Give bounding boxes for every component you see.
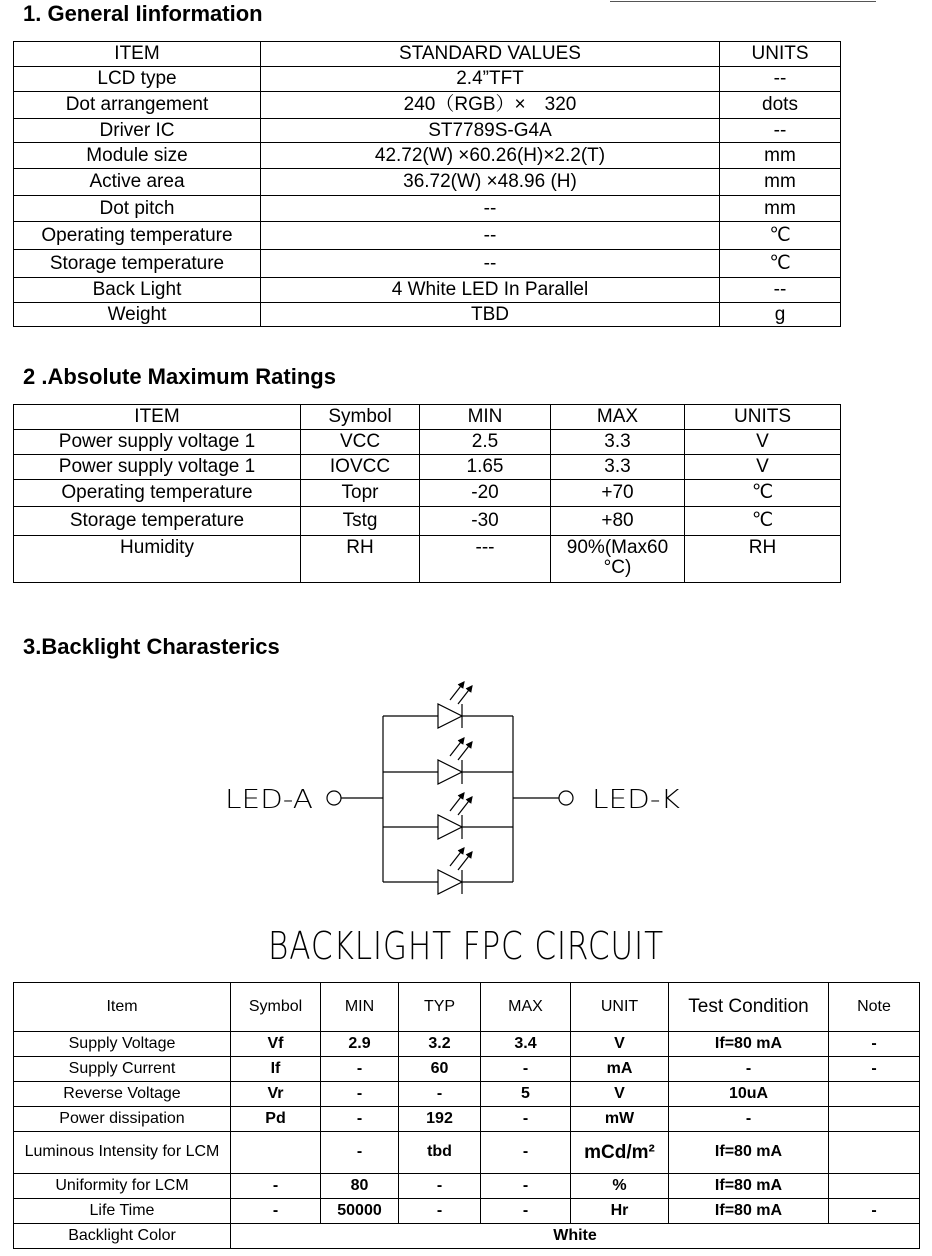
diagram-caption: BACKLIGHT FPC CIRCUIT [268, 924, 664, 968]
cell-min: - [321, 1082, 399, 1107]
header-max: MAX [551, 405, 685, 430]
cell-unit: Hr [571, 1199, 669, 1224]
table-row [14, 1174, 920, 1199]
cell-value: 42.72(W) ×60.26(H)×2.2(T) [261, 143, 720, 169]
cell-max: - [481, 1174, 571, 1199]
header-max: MAX [481, 983, 571, 1032]
cell-typ: tbd [399, 1132, 481, 1174]
cell-unit: -- [720, 119, 841, 143]
cell-min: - [321, 1057, 399, 1082]
cell-item: Operating temperature [14, 480, 301, 507]
cell-unit: V [571, 1032, 669, 1057]
cell-test-condition: If=80 mA [669, 1174, 829, 1199]
cell-max: 3.3 [551, 455, 685, 480]
section-1-title: 1. General Iinformation [23, 1, 263, 26]
cell-note [829, 1107, 920, 1132]
cell-item: Storage temperature [14, 507, 301, 536]
cell-max: 3.4 [481, 1032, 571, 1057]
cell-value: 36.72(W) ×48.96 (H) [261, 169, 720, 196]
cell-max: 90%(Max60 °C) [551, 536, 685, 583]
cell-min: - [321, 1107, 399, 1132]
cell-item: Backlight Color [14, 1224, 231, 1249]
cell-units: ℃ [685, 507, 841, 536]
cell-unit: mm [720, 196, 841, 222]
cell-min: - [321, 1132, 399, 1174]
cell-note [829, 1082, 920, 1107]
cell-unit: mA [571, 1057, 669, 1082]
table-row [14, 119, 841, 143]
cell-note: - [829, 1032, 920, 1057]
cell-item: Reverse Voltage [14, 1082, 231, 1107]
cell-item: Operating temperature [14, 222, 261, 250]
table-row [14, 480, 841, 507]
cell-unit: -- [720, 278, 841, 303]
cell-item: Dot arrangement [14, 92, 261, 119]
cell-min: -20 [420, 480, 551, 507]
cell-item: Active area [14, 169, 261, 196]
header-test-condition: Test Condition [669, 983, 829, 1032]
cell-unit: ℃ [720, 250, 841, 278]
table-row [14, 1199, 920, 1224]
cell-value: -- [261, 196, 720, 222]
led-branch-4 [383, 848, 513, 894]
cell-note [829, 1132, 920, 1174]
cell-symbol: Vr [231, 1082, 321, 1107]
cell-min: 2.5 [420, 430, 551, 455]
cell-value: ST7789S-G4A [261, 119, 720, 143]
cell-item: Luminous Intensity for LCM [14, 1132, 231, 1174]
cell-item: Power supply voltage 1 [14, 455, 301, 480]
cell-unit: V [571, 1082, 669, 1107]
table-row [14, 430, 841, 455]
cell-test-condition: - [669, 1107, 829, 1132]
backlight-characteristics-table [13, 982, 920, 1249]
table-row [14, 1082, 920, 1107]
cell-item: Life Time [14, 1199, 231, 1224]
cell-min: 80 [321, 1174, 399, 1199]
cell-typ: 60 [399, 1057, 481, 1082]
table-row [14, 196, 841, 222]
cell-unit: ℃ [720, 222, 841, 250]
table-header-row [14, 983, 920, 1032]
cell-item: Supply Voltage [14, 1032, 231, 1057]
header-standard-values: STANDARD VALUES [261, 42, 720, 67]
header-min: MIN [321, 983, 399, 1032]
table-header-row [14, 42, 841, 67]
cell-unit: -- [720, 67, 841, 92]
cell-symbol [231, 1132, 321, 1174]
cell-item: Back Light [14, 278, 261, 303]
cell-units: V [685, 455, 841, 480]
table-row [14, 92, 841, 119]
header-units: UNITS [720, 42, 841, 67]
led-branch-2 [383, 738, 513, 784]
cell-item: Storage temperature [14, 250, 261, 278]
cell-item: Driver IC [14, 119, 261, 143]
header-symbol: Symbol [231, 983, 321, 1032]
cell-max: 5 [481, 1082, 571, 1107]
cell-value: 240（RGB）× 320 [261, 92, 720, 119]
cell-symbol: Topr [301, 480, 420, 507]
table-row [14, 1032, 920, 1057]
cell-item: Module size [14, 143, 261, 169]
cell-symbol: RH [301, 536, 420, 583]
header-min: MIN [420, 405, 551, 430]
header-symbol: Symbol [301, 405, 420, 430]
table-row [14, 250, 841, 278]
cell-typ: 192 [399, 1107, 481, 1132]
cell-test-condition: - [669, 1057, 829, 1082]
cathode-terminal [559, 791, 573, 805]
cell-note: - [829, 1057, 920, 1082]
header-item: Item [14, 983, 231, 1032]
cell-note [829, 1174, 920, 1199]
table-row [14, 143, 841, 169]
header-item: ITEM [14, 42, 261, 67]
cell-value: -- [261, 250, 720, 278]
cell-unit: mm [720, 169, 841, 196]
cell-value: 4 White LED In Parallel [261, 278, 720, 303]
cell-units: ℃ [685, 480, 841, 507]
table-row [14, 303, 841, 327]
cell-symbol: Pd [231, 1107, 321, 1132]
table-row [14, 455, 841, 480]
table-row [14, 169, 841, 196]
table-row [14, 507, 841, 536]
cell-unit: mm [720, 143, 841, 169]
header-note: Note [829, 983, 920, 1032]
cell-min: -30 [420, 507, 551, 536]
cell-symbol: Tstg [301, 507, 420, 536]
cell-max: +80 [551, 507, 685, 536]
cell-min: --- [420, 536, 551, 583]
table-row [14, 1057, 920, 1082]
header-unit: UNIT [571, 983, 669, 1032]
cell-symbol: - [231, 1199, 321, 1224]
cell-item: Power dissipation [14, 1107, 231, 1132]
cell-max: - [481, 1132, 571, 1174]
cell-item: LCD type [14, 67, 261, 92]
led-branch-3 [383, 793, 513, 839]
cell-backlight-color: White [231, 1224, 920, 1249]
cell-test-condition: If=80 mA [669, 1032, 829, 1057]
cell-item: Power supply voltage 1 [14, 430, 301, 455]
cell-unit: % [571, 1174, 669, 1199]
table-row [14, 278, 841, 303]
table-row [14, 1107, 920, 1132]
cell-unit: dots [720, 92, 841, 119]
header-units: UNITS [685, 405, 841, 430]
cathode-label: LED-K [592, 785, 680, 815]
cell-value: TBD [261, 303, 720, 327]
table-row [14, 536, 841, 583]
cell-item: Humidity [14, 536, 301, 583]
cell-symbol: Vf [231, 1032, 321, 1057]
cell-min: 2.9 [321, 1032, 399, 1057]
table-row [14, 1224, 920, 1249]
cell-max: 3.3 [551, 430, 685, 455]
header-item: ITEM [14, 405, 301, 430]
cell-item: Supply Current [14, 1057, 231, 1082]
cell-units: RH [685, 536, 841, 583]
table-row [14, 67, 841, 92]
cell-max: - [481, 1107, 571, 1132]
cell-symbol: If [231, 1057, 321, 1082]
anode-terminal [327, 791, 341, 805]
cell-typ: - [399, 1199, 481, 1224]
anode-label: LED-A [225, 785, 313, 815]
led-branch-1 [383, 682, 513, 728]
cell-symbol: - [231, 1174, 321, 1199]
general-information-table [13, 41, 841, 327]
cell-min: 1.65 [420, 455, 551, 480]
cell-max: +70 [551, 480, 685, 507]
cell-max: - [481, 1057, 571, 1082]
table-header-row [14, 405, 841, 430]
section-3-title: 3.Backlight Charasterics [23, 634, 280, 659]
cell-typ: - [399, 1082, 481, 1107]
header-typ: TYP [399, 983, 481, 1032]
cell-item: Uniformity for LCM [14, 1174, 231, 1199]
table-row [14, 222, 841, 250]
cell-test-condition: If=80 mA [669, 1199, 829, 1224]
cell-typ: 3.2 [399, 1032, 481, 1057]
absolute-maximum-ratings-table [13, 404, 841, 583]
cell-test-condition: 10uA [669, 1082, 829, 1107]
cell-value: -- [261, 222, 720, 250]
cell-item: Dot pitch [14, 196, 261, 222]
cell-unit: mCd/m² [571, 1132, 669, 1174]
header-rule [610, 1, 876, 2]
backlight-circuit-diagram [0, 660, 932, 910]
section-2-title: 2 .Absolute Maximum Ratings [23, 364, 336, 389]
cell-symbol: VCC [301, 430, 420, 455]
cell-max: - [481, 1199, 571, 1224]
cell-unit: g [720, 303, 841, 327]
cell-item: Weight [14, 303, 261, 327]
cell-value: 2.4”TFT [261, 67, 720, 92]
cell-symbol: IOVCC [301, 455, 420, 480]
cell-unit: mW [571, 1107, 669, 1132]
cell-test-condition: If=80 mA [669, 1132, 829, 1174]
cell-min: 50000 [321, 1199, 399, 1224]
cell-note: - [829, 1199, 920, 1224]
cell-units: V [685, 430, 841, 455]
table-row [14, 1132, 920, 1174]
cell-typ: - [399, 1174, 481, 1199]
